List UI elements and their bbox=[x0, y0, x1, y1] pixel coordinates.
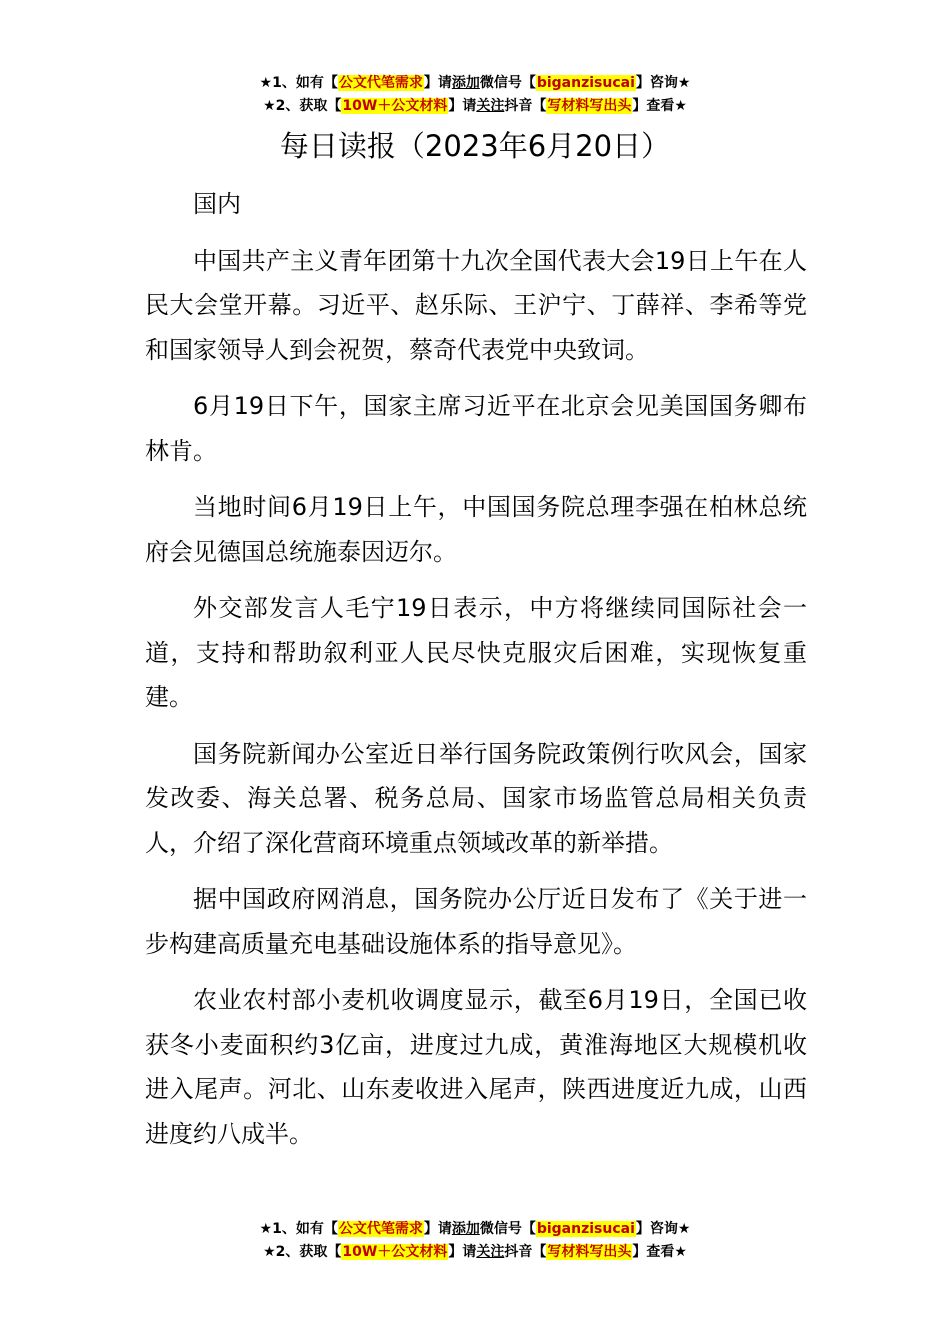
section-heading: 国内 bbox=[193, 190, 241, 218]
news-paragraph: 6月19日下午，国家主席习近平在北京会见美国国务卿布林肯。 bbox=[145, 392, 807, 465]
highlight-materials: 10W＋公文材料 bbox=[342, 1244, 448, 1260]
promo-line-2: ★2、获取【10W＋公文材料】请关注抖音【写材料写出头】查看★ bbox=[263, 1244, 687, 1260]
highlight-service: 公文代笔需求 bbox=[338, 75, 423, 91]
news-paragraph: 据中国政府网消息，国务院办公厅近日发布了《关于进一步构建高质量充电基础设施体系的指导意见》。 bbox=[145, 885, 807, 958]
promo-footer bbox=[0, 1218, 950, 1264]
highlight-materials: 10W＋公文材料 bbox=[342, 98, 448, 114]
document-body bbox=[145, 182, 807, 1168]
promo-line-1: ★1、如有【公文代笔需求】请添加微信号【biganzisucai】咨询★ bbox=[259, 1221, 691, 1237]
news-paragraph: 农业农村部小麦机收调度显示，截至6月19日，全国已收获冬小麦面积约3亿亩，进度过九成，黄淮海地区大规模机收进入尾声。河北、山东麦收进入尾声，陕西进度近九成，山西进度约八成半。 bbox=[145, 986, 807, 1148]
highlight-wechat-id: biganzisucai bbox=[536, 75, 635, 91]
news-paragraph: 中国共产主义青年团第十九次全国代表大会19日上午在人民大会堂开幕。习近平、赵乐际、王沪宁、丁薛祥、李希等党和国家领导人到会祝贺，蔡奇代表党中央致词。 bbox=[145, 246, 807, 364]
promo-header bbox=[0, 72, 950, 118]
promo-line-2: ★2、获取【10W＋公文材料】请关注抖音【写材料写出头】查看★ bbox=[263, 98, 687, 114]
page-title: 每日读报（2023年6月20日） bbox=[279, 129, 671, 163]
highlight-service: 公文代笔需求 bbox=[338, 1221, 423, 1237]
news-paragraph: 国务院新闻办公室近日举行国务院政策例行吹风会，国家发改委、海关总署、税务总局、国家市场监管总局相关负责人，介绍了深化营商环境重点领域改革的新举措。 bbox=[145, 739, 807, 857]
highlight-wechat-id: biganzisucai bbox=[536, 1221, 635, 1237]
highlight-douyin: 写材料写出头 bbox=[547, 1244, 632, 1260]
news-paragraph: 外交部发言人毛宁19日表示，中方将继续同国际社会一道，支持和帮助叙利亚人民尽快克服灾后困难，实现恢复重建。 bbox=[145, 594, 807, 711]
news-paragraph: 当地时间6月19日上午，中国国务院总理李强在柏林总统府会见德国总统施泰因迈尔。 bbox=[145, 493, 807, 566]
highlight-douyin: 写材料写出头 bbox=[547, 98, 632, 114]
promo-line-1: ★1、如有【公文代笔需求】请添加微信号【biganzisucai】咨询★ bbox=[259, 75, 691, 91]
